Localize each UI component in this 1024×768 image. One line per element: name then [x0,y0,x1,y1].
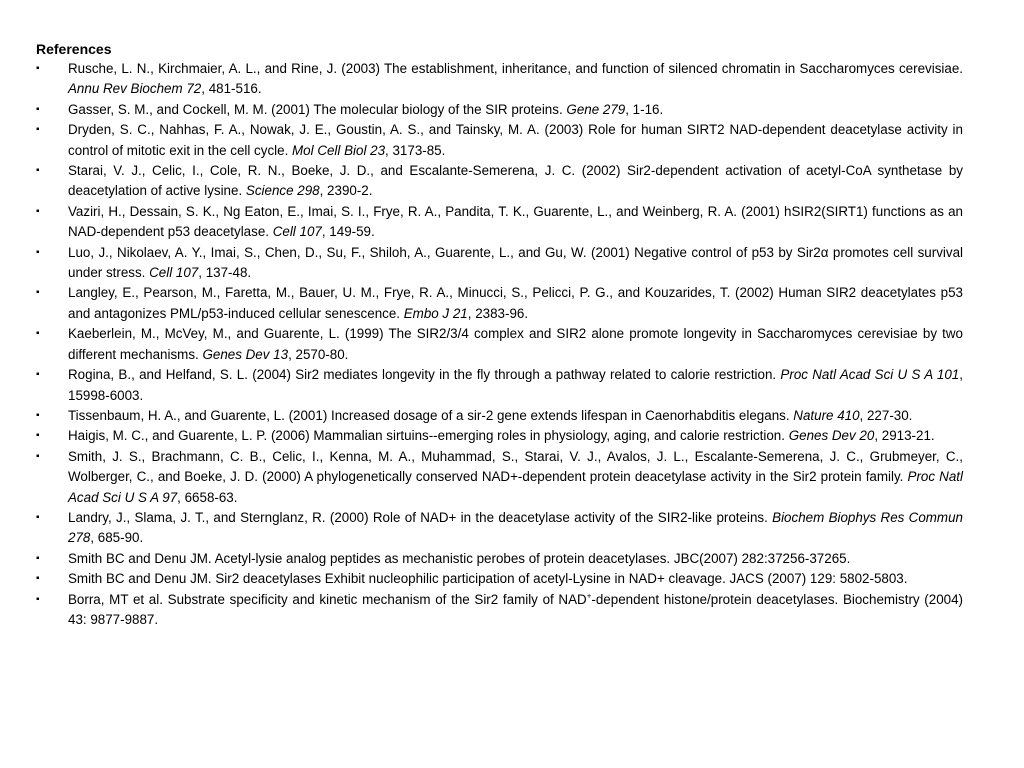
reference-item [36,243,963,284]
square-bullet-icon: ▪ [36,430,40,442]
reference-item [36,202,963,243]
square-bullet-icon: ▪ [36,328,40,340]
reference-journal: Annu Rev Biochem 72 [68,81,202,97]
references-list [36,59,963,630]
reference-pages: , 2570-80. [288,346,349,362]
square-bullet-icon: ▪ [36,573,40,585]
square-bullet-icon: ▪ [36,165,40,177]
square-bullet-icon: ▪ [36,409,40,421]
reference-text: Haigis, M. C., and Guarente, L. P. (2006) Mammalian sirtuins--emerging roles in physiology, aging, and calorie restriction. [68,428,789,444]
square-bullet-icon: ▪ [36,450,40,462]
reference-journal: Genes Dev 20 [788,428,875,444]
reference-journal: Mol Cell Biol 23 [292,142,386,158]
reference-text: Landry, J., Slama, J. T., and Sternglanz, R. (2000) Role of NAD+ in the deacetylase activity of the SIR2-like proteins. [68,509,773,525]
reference-pages: -dependent histone/protein deacetylases. Biochemistry (2004) 43: 9877-9887. [68,591,963,627]
reference-journal: Cell 107 [149,265,199,281]
square-bullet-icon: ▪ [36,287,40,299]
square-bullet-icon: ▪ [36,369,40,381]
reference-pages: , 6658-63. [177,489,238,505]
reference-text: Borra, MT et al. Substrate specificity and kinetic mechanism of the Sir2 family of NAD [68,591,587,607]
reference-text: Smith BC and Denu JM. Sir2 deacetylases Exhibit nucleophilic participation of acetyl-Lysine in NAD+ cleavage. JACS (2007) 129: 5802-5803. [68,571,908,587]
reference-journal: Embo J 21 [403,305,468,321]
superscript: + [586,591,592,601]
reference-journal: Science 298 [245,183,320,199]
reference-item [36,590,963,631]
reference-text: Kaeberlein, M., McVey, M., and Guarente, L. (1999) The SIR2/3/4 complex and SIR2 alone promote longevity in Saccharomyces cerevisiae by two different mechanisms. [68,326,963,362]
reference-pages: , 2383-96. [467,305,529,321]
reference-journal: Proc Natl Acad Sci U S A 101 [780,367,960,383]
reference-pages: , 3173-85. [385,142,446,158]
reference-pages: , 1-16. [625,101,664,117]
reference-text: Gasser, S. M., and Cockell, M. M. (2001) The molecular biology of the SIR proteins. [68,101,567,117]
reference-journal: Genes Dev 13 [202,346,289,362]
reference-journal: Biochem Biophys Res Commun 278 [68,509,963,546]
reference-pages: , 2390-2. [319,183,373,199]
square-bullet-icon: ▪ [36,205,40,217]
reference-pages: , 481-516. [201,81,262,97]
reference-item [36,283,963,324]
reference-item [36,426,963,446]
references-slide [36,39,963,630]
reference-item [36,508,963,549]
reference-pages: , 685-90. [90,530,144,546]
reference-pages: , 15998-6003. [68,367,963,403]
square-bullet-icon: ▪ [36,103,40,115]
reference-item [36,406,963,426]
reference-item [36,324,963,365]
reference-text: Rogina, B., and Helfand, S. L. (2004) Sir2 mediates longevity in the fly through a pathway related to calorie restriction. [68,367,781,383]
square-bullet-icon: ▪ [36,246,40,258]
reference-item [36,161,963,202]
reference-item [36,549,963,569]
reference-text: Smith, J. S., Brachmann, C. B., Celic, I., Kenna, M. A., Muhammad, S., Starai, V. J., Avalos, J. L., Escalante-Semerena, J. C., Grubmeyer, C., Wolberger, C., and Boeke, J. D. (2000) A phylogenetically conserved NAD+-dependent protein deacetylase activity in the Sir2 protein family. [68,448,963,485]
reference-journal: Proc Natl Acad Sci U S A 97 [68,469,963,505]
reference-item [36,100,963,120]
reference-journal: Nature 410 [793,407,860,423]
reference-text: Vaziri, H., Dessain, S. K., Ng Eaton, E., Imai, S. I., Frye, R. A., Pandita, T. K., Guarente, L., and Weinberg, R. A. (2001) hSIR2(SIRT1) functions as an NAD-dependent p53 deacetylase. [68,203,963,240]
reference-text: Dryden, S. C., Nahhas, F. A., Nowak, J. E., Goustin, A. S., and Tainsky, M. A. (2003) Role for human SIRT2 NAD-dependent deacetylase activity in control of mitotic exit in the cell cycle. [68,122,963,158]
reference-text: Luo, J., Nikolaev, A. Y., Imai, S., Chen, D., Su, F., Shiloh, A., Guarente, L., and Gu, W. (2001) Negative control of p53 by Sir2α promotes cell survival under stress. [68,244,963,281]
square-bullet-icon: ▪ [36,124,40,136]
reference-text: Rusche, L. N., Kirchmaier, A. L., and Rine, J. (2003) The establishment, inheritance, and function of silenced chromatin in Saccharomyces cerevisiae. [68,61,963,76]
reference-text: Starai, V. J., Celic, I., Cole, R. N., Boeke, J. D., and Escalante-Semerena, J. C. (2002) Sir2-dependent activation of acetyl-CoA synthetase by deacetylation of active lysine. [68,163,963,199]
reference-text: Tissenbaum, H. A., and Guarente, L. (2001) Increased dosage of a sir-2 gene extends lifespan in Caenorhabditis elegans. [68,407,794,423]
reference-item [36,569,963,589]
reference-item [36,59,963,100]
square-bullet-icon: ▪ [36,511,40,523]
reference-item [36,365,963,406]
reference-journal: Cell 107 [272,224,322,240]
references-heading: References [36,41,112,57]
square-bullet-icon: ▪ [36,593,40,605]
reference-text: Langley, E., Pearson, M., Faretta, M., Bauer, U. M., Frye, R. A., Minucci, S., Pelicci, P. G., and Kouzarides, T. (2002) Human SIR2 deacetylates p53 and antagonizes PML/p53-induced cellular senescence. [68,285,963,321]
square-bullet-icon: ▪ [36,552,40,564]
reference-pages: , 137-48. [198,265,252,281]
reference-item [36,447,963,508]
reference-text: Smith BC and Denu JM. Acetyl-lysie analog peptides as mechanistic perobes of protein deacetylases. JBC(2007) 282:37256-37265. [68,550,851,566]
reference-journal: Gene 279 [566,101,626,117]
reference-item [36,120,963,161]
reference-pages: , 2913-21. [874,428,935,444]
reference-pages: , 227-30. [859,407,913,423]
square-bullet-icon: ▪ [36,63,40,74]
reference-pages: , 149-59. [321,224,375,240]
